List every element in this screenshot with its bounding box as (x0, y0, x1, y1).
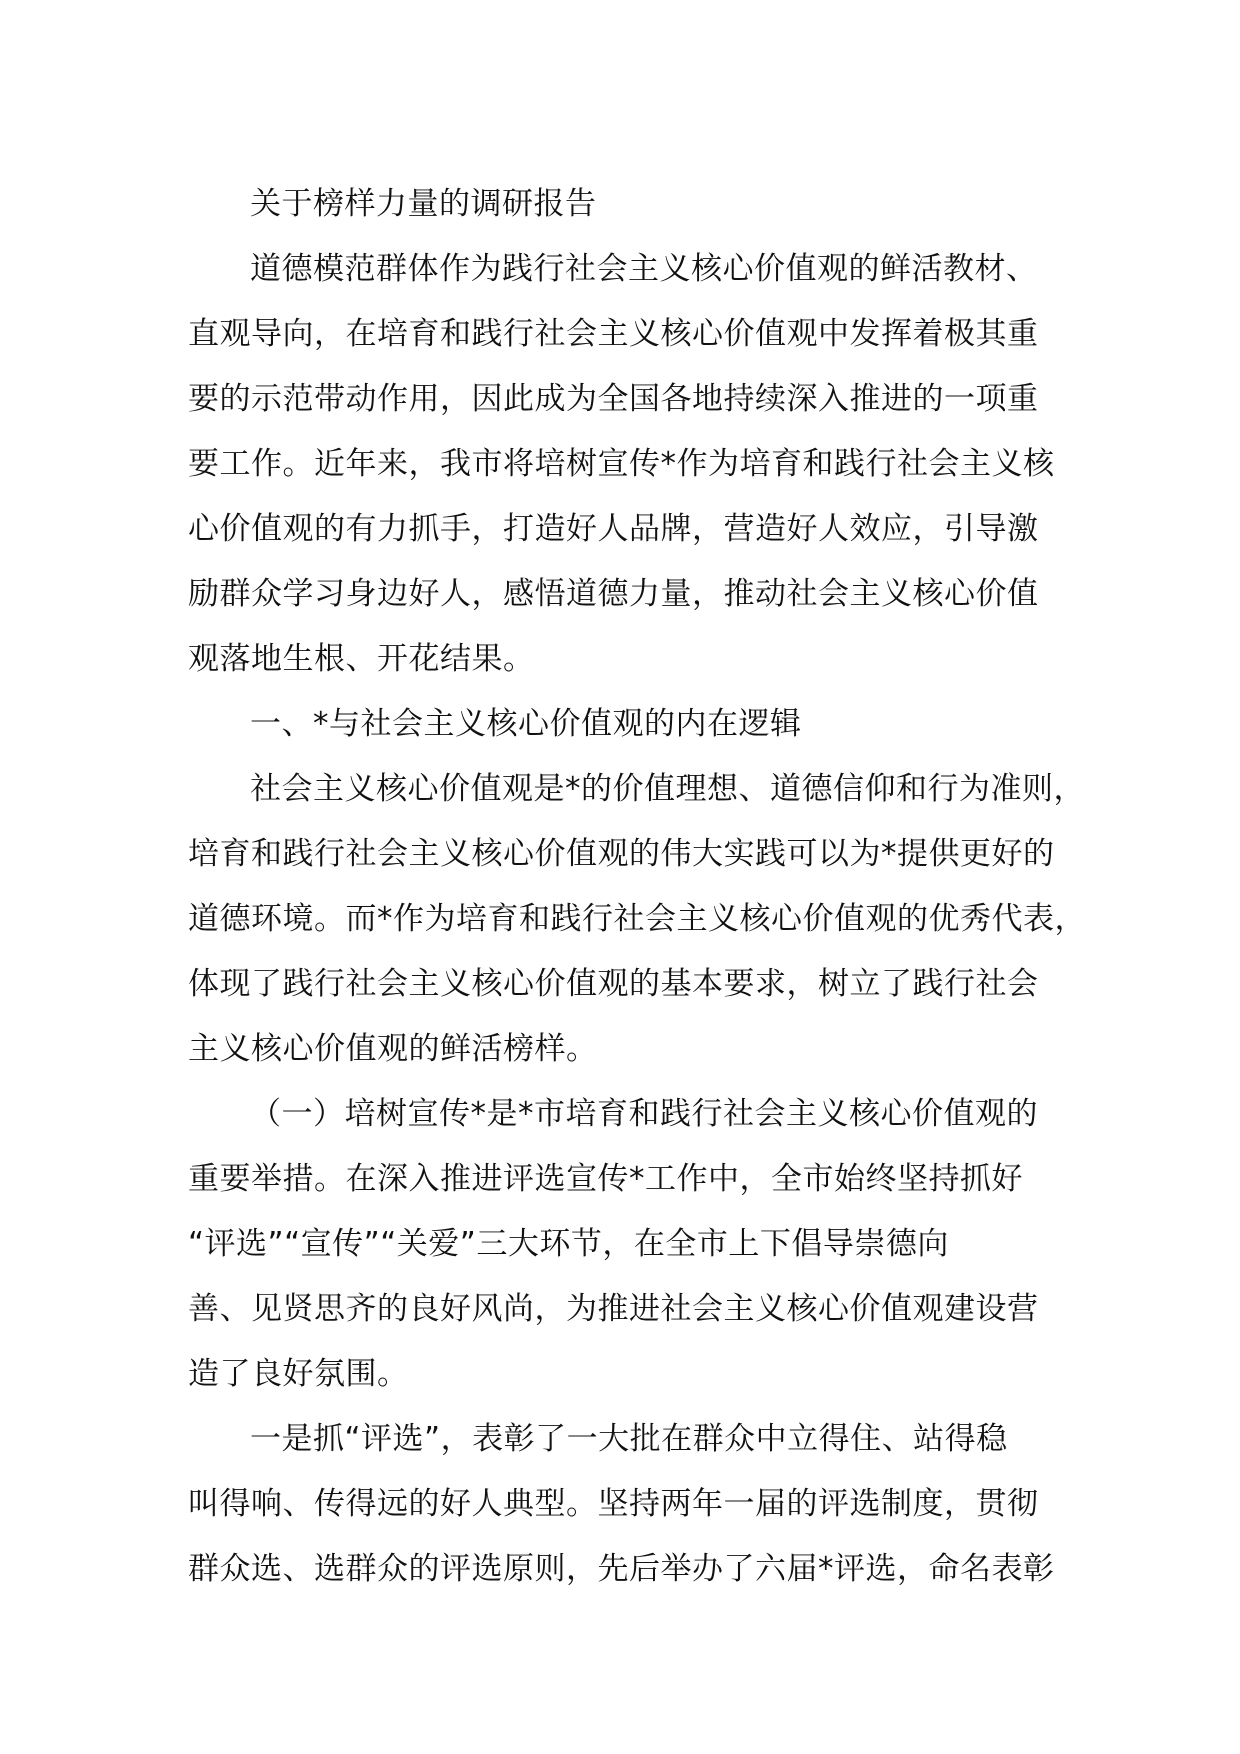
paragraph-line: 培育和践行社会主义核心价值观的伟大实践可以为*提供更好的 (188, 836, 1055, 872)
paragraph-line: 社会主义核心价值观是*的价值理想、道德信仰和行为准则， (250, 771, 1085, 807)
paragraph-line: 叫得响、传得远的好人典型。坚持两年一届的评选制度，贯彻 (188, 1486, 1039, 1522)
paragraph-line: 主义核心价值观的鲜活榜样。 (188, 1031, 598, 1067)
paragraph-line: 体现了践行社会主义核心价值观的基本要求，树立了践行社会 (188, 966, 1039, 1002)
document-body (188, 172, 1086, 1602)
document-title: 关于榜样力量的调研报告 (250, 186, 597, 222)
paragraph-line: 励群众学习身边好人，感悟道德力量，推动社会主义核心价值 (188, 576, 1039, 612)
paragraph-line: “评选”“宣传”“关爱”三大环节，在全市上下倡导崇德向 (188, 1226, 949, 1262)
paragraph-line: 直观导向，在培育和践行社会主义核心价值观中发挥着极其重 (188, 316, 1039, 352)
paragraph-line: 要的示范带动作用，因此成为全国各地持续深入推进的一项重 (188, 381, 1039, 417)
paragraph-line: 一是抓“评选”，表彰了一大批在群众中立得住、站得稳 (250, 1421, 1008, 1457)
paragraph-line: 道德模范群体作为践行社会主义核心价值观的鲜活教材、 (250, 251, 1038, 287)
paragraph-line: 心价值观的有力抓手，打造好人品牌，营造好人效应，引导激 (188, 511, 1039, 547)
paragraph-line: 群众选、选群众的评选原则，先后举办了六届*评选，命名表彰 (188, 1551, 1055, 1587)
section-heading: 一、*与社会主义核心价值观的内在逻辑 (250, 706, 802, 742)
paragraph-line: 道德环境。而*作为培育和践行社会主义核心价值观的优秀代表， (188, 901, 1086, 937)
paragraph-line: 要工作。近年来，我市将培树宣传*作为培育和践行社会主义核 (188, 446, 1055, 482)
paragraph-line: 重要举措。在深入推进评选宣传*工作中，全市始终坚持抓好 (188, 1161, 1023, 1197)
paragraph-line: 观落地生根、开花结果。 (188, 641, 535, 677)
paragraph-line: 造了良好氛围。 (188, 1356, 409, 1392)
paragraph-line: 善、见贤思齐的良好风尚，为推进社会主义核心价值观建设营 (188, 1291, 1039, 1327)
subsection-paragraph-line: （一）培树宣传*是*市培育和践行社会主义核心价值观的 (250, 1096, 1038, 1132)
